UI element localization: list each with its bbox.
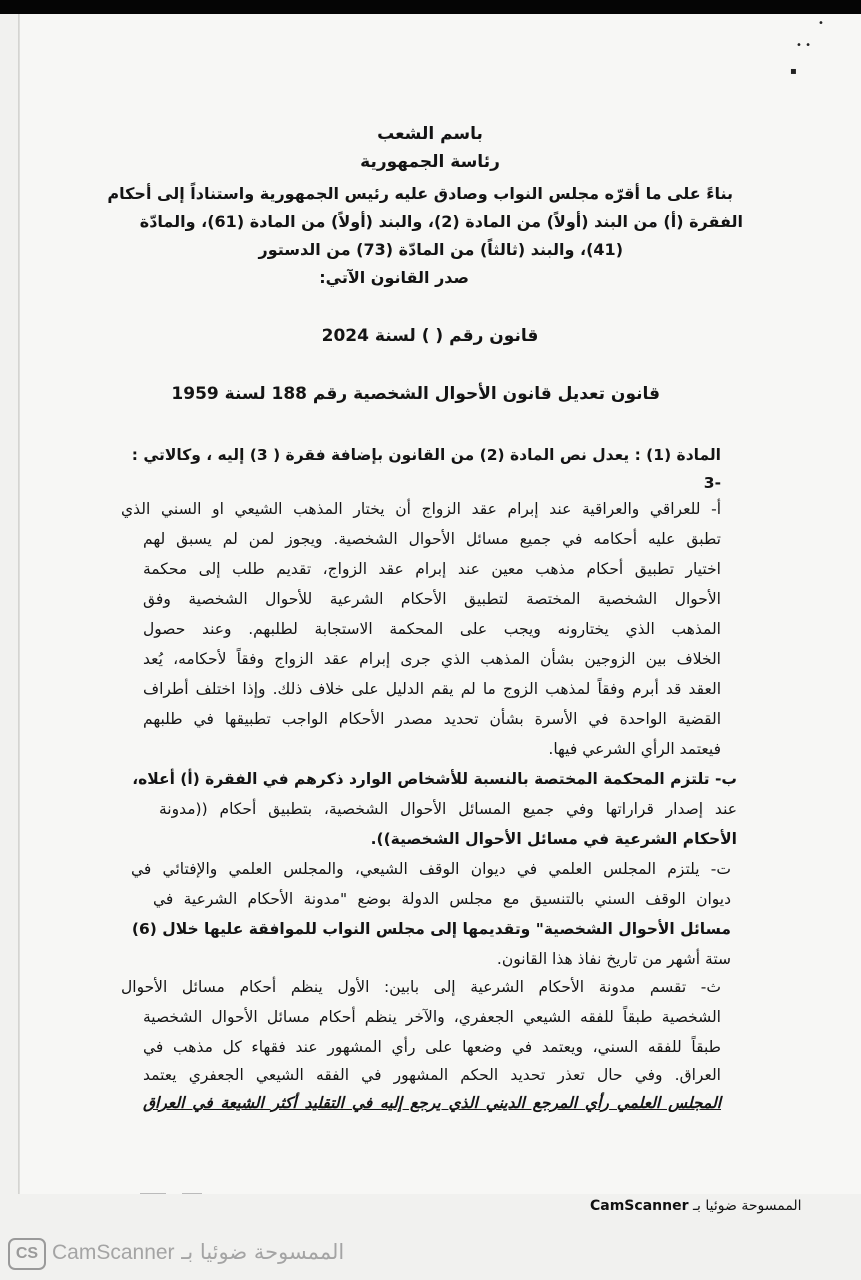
watermark-prefix: الممسوحة ضوئيا بـ [181, 1240, 345, 1264]
law-title: قانون تعديل قانون الأحوال الشخصية رقم 188 لسنة 1959 [171, 384, 660, 404]
preamble-line: صدر القانون الآتي: [319, 268, 469, 287]
paragraph-number: -3 [703, 474, 721, 492]
preamble-line: بناءً على ما أقرّه مجلس النواب وصادق عليه رئيس الجمهورية واستناداً إلى أحكام [107, 184, 733, 203]
clause-c-line: ستة أشهر من تاريخ نفاذ هذا القانون. [496, 950, 731, 968]
clause-a-line: المذهب الذي يختارونه ويجب على المحكمة الاستجابة لطلبهم. وعند حصول [143, 620, 721, 638]
law-number: قانون رقم ( ) لسنة 2024 [321, 326, 539, 346]
preamble-line: الفقرة (أ) من البند (أولاً) من المادة (2)، والبند (أولاً) من المادة (61)، والمادّة [139, 212, 743, 231]
divider [182, 1193, 202, 1194]
clause-b-line: الأحكام الشرعية في مسائل الأحوال الشخصية)). [370, 830, 737, 848]
camscanner-logo-icon: CS [8, 1238, 46, 1270]
camscanner-stamp [590, 1198, 802, 1214]
clause-a-line: فيعتمد الرأي الشرعي فيها. [548, 740, 721, 758]
clause-b-line: ب- تلتزم المحكمة المختصة بالنسبة للأشخاص الوارد ذكرهم في الفقرة (أ) أعلاه، [132, 770, 737, 788]
header-line-2: رئاسة الجمهورية [360, 152, 500, 172]
clause-b-line: عند إصدار قراراتها وفي جميع المسائل الأحوال الشخصية، بتطبيق أحكام ((مدونة [159, 800, 737, 818]
preamble-line: (41)، والبند (ثالثاً) من المادّة (73) من الدستور [258, 240, 623, 259]
clause-a-line: تطبق عليه أحكامه في جميع مسائل الأحوال الشخصية. ويجوز لمن لم يسبق لهم [143, 530, 721, 548]
clause-d-line: المجلس العلمي رأي المرجع الديني الذي يرجع إليه في التقليد أكثر الشيعة في العراق [143, 1094, 721, 1112]
clause-c-line: مسائل الأحوال الشخصية" وتقديمها إلى مجلس النواب للموافقة عليها خلال (6) [131, 920, 731, 938]
clause-d-line: طبقاً للفقه السني، ويعتمد في وضعها على رأي المشهور عند فقهاء كل مذهب في [143, 1038, 721, 1056]
stamp-prefix: الممسوحة ضوئيا بـ [692, 1198, 802, 1214]
speck-mark: • • [796, 40, 811, 51]
clause-a-line: الأحوال الشخصية المختصة لتطبيق الأحكام الشرعية للأحوال الشخصية وفق [143, 590, 721, 608]
article-heading: المادة (1) : يعدل نص المادة (2) من القانون بإضافة فقرة ( 3) إليه ، وكالاتي : [131, 446, 721, 464]
clause-a-line: الخلاف بين الزوجين بشأن المذهب الذي جرى إبرام عقد الزواج وفقاً لأحكامه، يُعد [143, 650, 721, 668]
clause-a-line: العقد قد أبرم وفقاً لمذهب الزوج ما لم يقم الدليل على خلاف ذلك. وإذا اختلف أطراف [143, 680, 721, 698]
watermark-brand: CamScanner [52, 1241, 175, 1264]
clause-d-line: الشخصية طبقاً للفقه الشيعي الجعفري، والآخر ينظم أحكام مسائل الأحوال الشخصية [143, 1008, 721, 1026]
stamp-brand: CamScanner [590, 1198, 689, 1214]
clause-c-line: ت- يلتزم المجلس العلمي في ديوان الوقف الشيعي، والمجلس العلمي والإفتائي في [131, 860, 731, 878]
clause-a-line: أ- للعراقي والعراقية عند إبرام عقد الزواج أن يختار المذهب الشيعي او السني الذي [121, 500, 721, 518]
top-black-bar [0, 0, 861, 14]
clause-c-line: ديوان الوقف السني بالتنسيق مع مجلس الدولة بوضع "مدونة الأحكام الشرعية في [153, 890, 731, 908]
camscanner-watermark [8, 1238, 408, 1268]
divider [140, 1193, 166, 1194]
clause-a-line: القضية الواحدة في الأسرة بشأن تحديد مصدر الأحكام الواجب تطبيقها في طلبهم [143, 710, 721, 728]
clause-d-line: ث- تقسم مدونة الأحكام الشرعية إلى بابين: الأول ينظم أحكام مسائل الأحوال [121, 978, 721, 996]
speck-mark: • [818, 18, 824, 29]
watermark-text [52, 1240, 344, 1265]
speck-mark: ▪ [790, 66, 797, 77]
clause-d-line: العراق. وفي حال تعذر تحديد الحكم المشهور في الفقه الشيعي الجعفري يعتمد [143, 1066, 721, 1084]
header-line-1: باسم الشعب [377, 124, 483, 144]
clause-a-line: اختيار تطبيق أحكام مذهب معين عند إبرام عقد الزواج، تقديم طلب إلى محكمة [143, 560, 721, 578]
